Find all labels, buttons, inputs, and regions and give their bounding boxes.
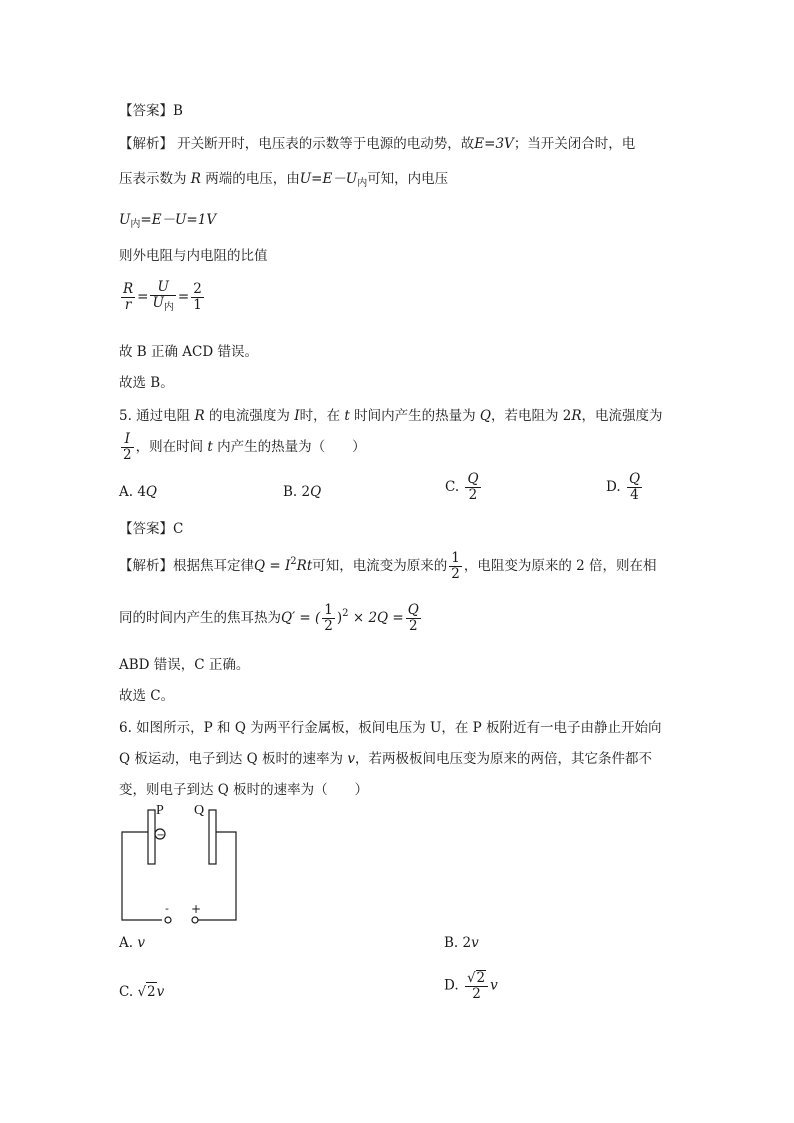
- numerator: 2: [193, 281, 202, 297]
- formula: Q′ = (: [281, 610, 321, 626]
- fraction: [465, 472, 480, 503]
- text: 时，在: [299, 408, 341, 424]
- denominator: 2: [123, 447, 132, 463]
- var: R: [190, 171, 201, 187]
- fraction: [406, 603, 421, 634]
- option-var: v: [137, 935, 145, 951]
- option-d[interactable]: [606, 472, 644, 503]
- subscript: 内: [357, 178, 368, 189]
- denominator: 2: [465, 487, 480, 503]
- question-6-line-1: 6. 如图所示，P 和 Q 为两平行金属板，板间电压为 U，在 P 板附近有一电子由静止开始向: [119, 720, 662, 736]
- sqrt: √2: [466, 970, 486, 986]
- text: Q 板运动，电子到达 Q 板时的速率为: [119, 751, 344, 767]
- analysis-4-line-2: [119, 170, 448, 193]
- denominator: r: [121, 297, 135, 313]
- analysis-5-line-1: [119, 551, 657, 582]
- var: Q: [479, 408, 491, 424]
- sqrt: √2: [137, 984, 156, 1000]
- option-label: B. 2: [283, 484, 311, 500]
- right-wire: [198, 832, 236, 920]
- option-var: v: [471, 935, 479, 951]
- formula: × 2Q =: [348, 610, 404, 626]
- fraction: [465, 970, 488, 1002]
- option-b[interactable]: [283, 483, 321, 501]
- var: t: [207, 439, 213, 455]
- question-5-line-1: [119, 407, 663, 425]
- analysis-label: 【解析】: [119, 136, 173, 152]
- numerator: I: [124, 431, 130, 447]
- option-c[interactable]: [445, 472, 483, 503]
- minus-sign: -: [165, 902, 169, 915]
- analysis-4-line-4: 则外电阻与内电阻的比值: [119, 248, 268, 264]
- text: 可知，内电压: [367, 171, 449, 187]
- numerator: R: [123, 281, 134, 297]
- formula: Q = I: [254, 558, 291, 574]
- analysis-label: 【解析】: [119, 558, 173, 574]
- text: 5. 通过电阻: [119, 408, 191, 424]
- fraction: [449, 551, 462, 582]
- option-label: C.: [119, 984, 134, 1000]
- formula: Rt: [296, 558, 313, 574]
- text: 时间内产生的热量为: [354, 408, 476, 424]
- numerator: 1: [324, 602, 333, 618]
- text: 的电流强度为: [208, 408, 290, 424]
- answer-5: [119, 520, 183, 538]
- text: ，电流强度为: [581, 408, 663, 424]
- text: 同的时间内产生的焦耳热为: [119, 610, 281, 626]
- analysis-5-line-3: ABD 错误，C 正确。: [119, 657, 250, 673]
- text: ，若电阻为 2: [490, 408, 572, 424]
- option-a[interactable]: [119, 483, 157, 501]
- plus-sign: +: [191, 902, 202, 916]
- fraction: [121, 432, 134, 463]
- label-q: Q: [194, 803, 205, 818]
- superscript: 2: [290, 556, 297, 567]
- text: 可知，电流变为原来的: [312, 558, 448, 574]
- numerator: Q: [467, 471, 479, 487]
- denominator: 4: [627, 487, 642, 503]
- option-label: A. 4: [119, 484, 146, 500]
- numerator: U: [157, 279, 169, 295]
- analysis-4-line-1: [119, 135, 635, 153]
- analysis-5-line-4: 故选 C。: [119, 688, 175, 704]
- q6-option-a[interactable]: [119, 934, 145, 952]
- q6-option-b[interactable]: [444, 934, 479, 952]
- var: v: [347, 751, 355, 767]
- denominator: 2: [451, 566, 460, 582]
- terminal-negative: [165, 917, 171, 923]
- text: 开关断开时，电压表的示数等于电源的电动势，故: [177, 136, 475, 152]
- text: 内产生的热量为（ ）: [217, 439, 366, 455]
- option-var: v: [490, 977, 498, 994]
- option-label: D.: [606, 479, 621, 495]
- text: ，电阻变为原来的 2 倍，则在相: [463, 558, 657, 574]
- text: 压表示数为: [119, 171, 187, 187]
- text: ，若两极板间电压变为原来的两倍，其它条件都不: [354, 751, 652, 767]
- left-wire: [122, 832, 162, 920]
- fraction: [322, 603, 335, 634]
- option-label: D.: [444, 977, 459, 994]
- question-6-line-3: 变，则电子到达 Q 板时的速率为（ ）: [119, 782, 369, 798]
- answer-value: B: [173, 103, 183, 119]
- var: R: [194, 408, 205, 424]
- denominator: 2: [324, 618, 333, 634]
- var: I: [294, 408, 300, 424]
- fraction: [121, 282, 135, 313]
- plate-q: [209, 810, 216, 864]
- option-label: A.: [119, 935, 134, 951]
- answer-label: 【答案】: [119, 521, 173, 537]
- text: 根据焦耳定律: [173, 558, 254, 574]
- analysis-5-line-2: [119, 603, 423, 634]
- label-p: P: [156, 803, 164, 818]
- denominator: 1: [193, 297, 202, 313]
- formula: U=E－U: [299, 171, 358, 187]
- terminal-positive: [192, 917, 198, 923]
- numerator: Q: [628, 471, 641, 487]
- option-var: v: [156, 984, 165, 1000]
- analysis-4-line-3: [119, 211, 216, 234]
- answer-value: C: [173, 521, 184, 537]
- text: ；当开关闭合时，电: [513, 136, 636, 152]
- ratio-formula: $\frac{R}{r}$ = $\frac{U}{U_内}$ = $\frac{2}{1}$: [123, 279, 202, 313]
- var: U: [119, 212, 131, 228]
- superscript: 2: [342, 608, 349, 619]
- answer-label: 【答案】: [119, 103, 173, 119]
- var: t: [344, 408, 350, 424]
- answer-4: [119, 102, 183, 120]
- radicand: 2: [476, 970, 486, 986]
- analysis-4-line-7: 故选 B。: [119, 375, 174, 391]
- text: ): [336, 610, 343, 626]
- subscript: 内: [163, 302, 174, 313]
- fraction: [150, 280, 175, 315]
- denominator: U: [152, 295, 164, 311]
- denominator: 2: [406, 618, 421, 634]
- formula: =E－U=1V: [140, 212, 217, 228]
- formula: E=3V: [474, 136, 514, 152]
- q6-option-d[interactable]: [444, 970, 498, 1002]
- numerator: 1: [451, 550, 460, 566]
- question-5-line-2: [119, 432, 366, 463]
- numerator: Q: [407, 602, 419, 618]
- denominator: 2: [465, 986, 488, 1002]
- subscript: 内: [130, 219, 141, 230]
- option-var: Q: [145, 484, 157, 500]
- analysis-4-line-6: 故 B 正确 ACD 错误。: [119, 344, 258, 360]
- text: 两端的电压，由: [205, 171, 300, 187]
- var: R: [571, 408, 582, 424]
- option-var: Q: [310, 484, 322, 500]
- fraction: [191, 282, 204, 313]
- capacitor-circuit-diagram: [118, 800, 240, 928]
- option-label: C.: [445, 479, 460, 495]
- electron-sign: −: [156, 830, 165, 841]
- text: ，则在时间: [135, 439, 204, 455]
- option-label: B. 2: [444, 935, 472, 951]
- question-6-line-2: [119, 750, 652, 768]
- q6-option-c[interactable]: [119, 982, 164, 1001]
- radicand: 2: [147, 984, 156, 1000]
- plate-p: [148, 810, 155, 864]
- fraction: [627, 472, 642, 503]
